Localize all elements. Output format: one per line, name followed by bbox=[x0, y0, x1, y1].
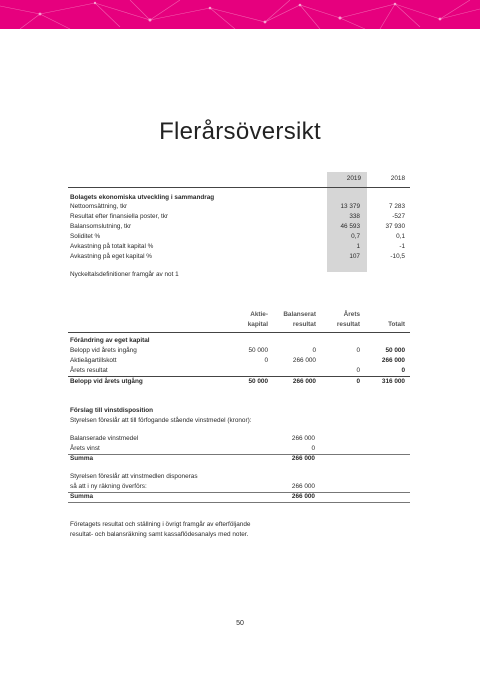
cell-total: 0 bbox=[401, 367, 405, 374]
closing-text-line-1: Företagets resultat och ställning i övrigt framgår av efterföljande bbox=[70, 521, 251, 528]
row-label: Belopp vid årets ingång bbox=[70, 347, 137, 354]
equity-header-rule bbox=[68, 332, 410, 333]
row-label: Årets vinst bbox=[70, 445, 100, 452]
row-label: Belopp vid årets utgång bbox=[70, 378, 143, 385]
row-label: Nettoomsättning, tkr bbox=[70, 203, 128, 210]
row-value: 0 bbox=[311, 445, 315, 452]
sum-rule-2 bbox=[68, 492, 410, 493]
page-title: Flerårsöversikt bbox=[159, 118, 321, 145]
value-2019: 0,7 bbox=[351, 233, 360, 240]
col-header-year-result-2: resultat bbox=[336, 321, 360, 328]
col-header-share-capital-2: kapital bbox=[247, 321, 268, 328]
sum-label: Summa bbox=[70, 493, 94, 500]
value-2018: 37 930 bbox=[385, 223, 405, 230]
row-label: Avkastning på totalt kapital % bbox=[70, 243, 154, 250]
top-banner bbox=[0, 0, 480, 29]
sum-value: 266 000 bbox=[291, 455, 315, 462]
closing-text-line-2: resultat- och balansräkning samt kassaflödesanalys med noter. bbox=[70, 531, 249, 538]
dispose-line-1: Styrelsen föreslår att vinstmedlen disponeras bbox=[70, 473, 198, 480]
value-2018: -527 bbox=[392, 213, 405, 220]
value-2018: 7 283 bbox=[389, 203, 405, 210]
row-label: Balansomslutning, tkr bbox=[70, 223, 132, 230]
row-label: Avkastning på eget kapital % bbox=[70, 253, 152, 260]
key-figures-note: Nyckeltalsdefinitioner framgår av not 1 bbox=[70, 271, 179, 278]
dispose-line-2: så att i ny räkning överförs: bbox=[70, 483, 147, 490]
cell-retained: 266 000 bbox=[292, 378, 316, 385]
header-rule bbox=[68, 187, 410, 188]
col-header-retained-2: resultat bbox=[292, 321, 316, 328]
cell-year-result: 0 bbox=[356, 378, 360, 385]
row-label: Soliditet % bbox=[70, 233, 101, 240]
year-2019-header: 2019 bbox=[346, 175, 361, 182]
row-value: 266 000 bbox=[291, 435, 315, 442]
value-2018: -1 bbox=[399, 243, 405, 250]
cell-share-capital: 0 bbox=[264, 357, 268, 364]
row-label: Resultat efter finansiella poster, tkr bbox=[70, 213, 169, 220]
col-header-share-capital-1: Aktie- bbox=[250, 311, 268, 318]
value-2019: 46 593 bbox=[340, 223, 360, 230]
dispose-value: 266 000 bbox=[291, 483, 315, 490]
row-label: Årets resultat bbox=[70, 367, 108, 374]
multi-year-section-heading: Bolagets ekonomiska utveckling i sammandrag bbox=[70, 194, 215, 201]
year-2018-header: 2018 bbox=[390, 175, 405, 182]
sum-rule-1 bbox=[68, 454, 410, 455]
cell-total: 50 000 bbox=[385, 347, 405, 354]
network-pattern-decoration bbox=[0, 0, 480, 29]
col-header-retained-1: Balanserat bbox=[283, 311, 316, 318]
cell-year-result: 0 bbox=[356, 367, 360, 374]
cell-total: 266 000 bbox=[381, 357, 405, 364]
equity-heading: Förändring av eget kapital bbox=[70, 337, 150, 344]
row-label: Balanserade vinstmedel bbox=[70, 435, 139, 442]
cell-retained: 266 000 bbox=[292, 357, 316, 364]
value-2019: 338 bbox=[349, 213, 360, 220]
col-header-year-result-1: Årets bbox=[343, 311, 360, 318]
cell-share-capital: 50 000 bbox=[248, 347, 268, 354]
cell-total: 316 000 bbox=[381, 378, 405, 385]
page-number: 50 bbox=[236, 620, 244, 627]
sum-value: 266 000 bbox=[291, 493, 315, 500]
value-2019: 1 bbox=[356, 243, 360, 250]
proposal-intro: Styrelsen föreslår att till förfogande stående vinstmedel (kronor): bbox=[70, 417, 252, 424]
row-label: Aktieägartillskott bbox=[70, 357, 117, 364]
value-2018: 0,1 bbox=[396, 233, 405, 240]
cell-retained: 0 bbox=[312, 347, 316, 354]
cell-year-result: 0 bbox=[356, 347, 360, 354]
value-2018: -10,5 bbox=[390, 253, 405, 260]
value-2019: 107 bbox=[349, 253, 360, 260]
value-2019: 13 379 bbox=[340, 203, 360, 210]
sum-label: Summa bbox=[70, 455, 94, 462]
col-header-total: Totalt bbox=[388, 321, 405, 328]
cell-share-capital: 50 000 bbox=[248, 378, 268, 385]
sum-rule-3 bbox=[68, 502, 410, 503]
proposal-heading: Förslag till vinstdisposition bbox=[70, 407, 154, 414]
